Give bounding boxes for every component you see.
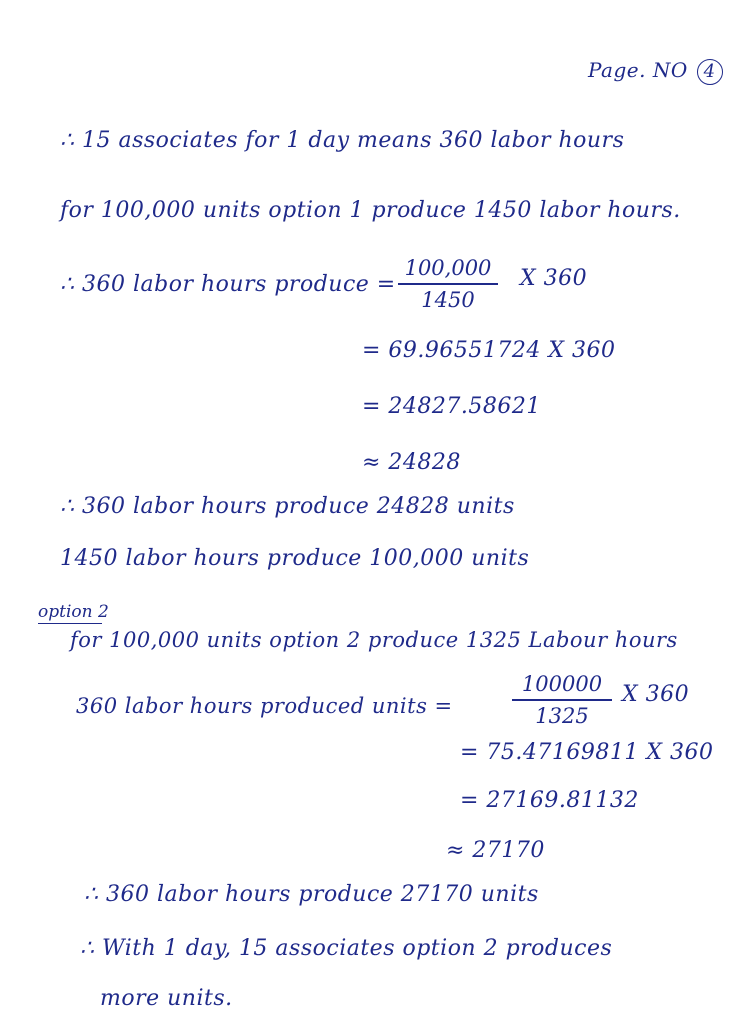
line-1: ∴ 15 associates for 1 day means 360 labor hours xyxy=(60,128,625,153)
line-16: more units. xyxy=(100,986,233,1011)
line-3-multiplier: X 360 xyxy=(520,266,588,291)
fraction-option-1 xyxy=(398,256,498,312)
line-12: = 27169.81132 xyxy=(460,788,639,813)
fraction-2-numerator: 100000 xyxy=(521,672,603,696)
line-15: ∴ With 1 day, 15 associates option 2 produces xyxy=(80,936,613,961)
line-13: ≈ 27170 xyxy=(446,838,545,863)
option-2-heading-text: option 2 xyxy=(38,602,109,622)
option-2-underline xyxy=(38,623,102,624)
fraction-1-denominator: 1450 xyxy=(421,287,475,312)
fraction-2-bar xyxy=(512,699,612,701)
fraction-2-denominator: 1325 xyxy=(535,703,589,728)
line-3-prefix: ∴ 360 labor hours produce = xyxy=(60,272,396,297)
line-11: = 75.47169811 X 360 xyxy=(460,740,714,765)
fraction-1-bar xyxy=(398,283,498,285)
line-8: 1450 labor hours produce 100,000 units xyxy=(60,546,530,571)
line-2: for 100,000 units option 1 produce 1450 labor hours. xyxy=(60,198,681,223)
page-number-value: 4 xyxy=(697,59,723,85)
line-14: ∴ 360 labor hours produce 27170 units xyxy=(84,882,539,907)
line-4: = 69.96551724 X 360 xyxy=(362,338,616,363)
option-2-heading xyxy=(38,602,109,624)
line-9: for 100,000 units option 2 produce 1325 Labour hours xyxy=(70,628,678,652)
fraction-1-numerator: 100,000 xyxy=(404,256,492,280)
page-number-label: Page. NO xyxy=(588,58,688,82)
fraction-option-2 xyxy=(512,672,612,728)
line-5: = 24827.58621 xyxy=(362,394,541,419)
line-10-multiplier: X 360 xyxy=(622,682,690,707)
line-7: ∴ 360 labor hours produce 24828 units xyxy=(60,494,515,519)
page-number xyxy=(588,58,723,85)
line-10-prefix: 360 labor hours produced units = xyxy=(76,694,453,718)
line-6: ≈ 24828 xyxy=(362,450,461,475)
